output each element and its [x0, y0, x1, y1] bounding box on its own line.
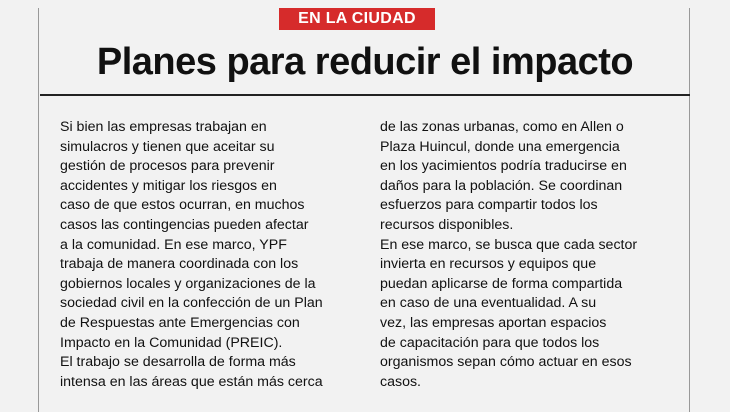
- text-line: casos las contingencias pueden afectar: [60, 216, 309, 233]
- text-line: simulacros y tienen que aceitar su: [60, 138, 275, 155]
- text-line: de Respuestas ante Emergencias con: [60, 314, 300, 331]
- headline-divider: [40, 94, 690, 96]
- text-line: gestión de procesos para prevenir: [60, 158, 275, 175]
- text-line: a la comunidad. En ese marco, YPF: [60, 236, 287, 253]
- text-line: Si bien las empresas trabajan en: [60, 119, 267, 135]
- text-line: organismos sepan cómo actuar en esos: [380, 354, 632, 371]
- text-line: puedan aplicarse de forma compartida: [380, 275, 623, 292]
- text-line: casos.: [380, 373, 422, 390]
- text-line: de las zonas urbanas, como en Allen o: [380, 119, 624, 135]
- text-line: sociedad civil en la confección de un Plan: [60, 295, 323, 312]
- text-line: invierta en recursos y equipos que: [380, 256, 597, 273]
- text-line: de capacitación para que todos los: [380, 334, 600, 351]
- text-line: Plaza Huincul, donde una emergencia: [380, 138, 620, 155]
- text-line: En ese marco, se busca que cada sector: [380, 236, 638, 253]
- text-line: vez, las empresas aportan espacios: [380, 314, 607, 331]
- text-line: daños para la población. Se coordinan: [380, 177, 623, 194]
- text-line: caso de que estos ocurran, en muchos: [60, 197, 305, 214]
- article-column-left: [60, 118, 348, 392]
- text-line: intensa en las áreas que están más cerca: [60, 373, 323, 390]
- text-line: en los yacimientos podría traducirse en: [380, 158, 627, 175]
- text-line: accidentes y mitigar los riesgos en: [60, 177, 277, 194]
- text-line: esfuerzos para compartir todos los: [380, 197, 598, 214]
- text-line: Impacto en la Comunidad (PREIC).: [60, 334, 283, 351]
- article-column-right: [380, 118, 668, 392]
- text-line: El trabajo se desarrolla de forma más: [60, 354, 296, 371]
- text-line: gobiernos locales y organizaciones de la: [60, 275, 316, 292]
- text-line: en caso de una eventualidad. A su: [380, 295, 597, 312]
- headline: Planes para reducir el impacto: [96, 41, 634, 83]
- text-line: recursos disponibles.: [380, 216, 514, 233]
- text-line: trabaja de manera coordinada con los: [60, 256, 299, 273]
- section-tag: EN LA CIUDAD: [279, 8, 435, 30]
